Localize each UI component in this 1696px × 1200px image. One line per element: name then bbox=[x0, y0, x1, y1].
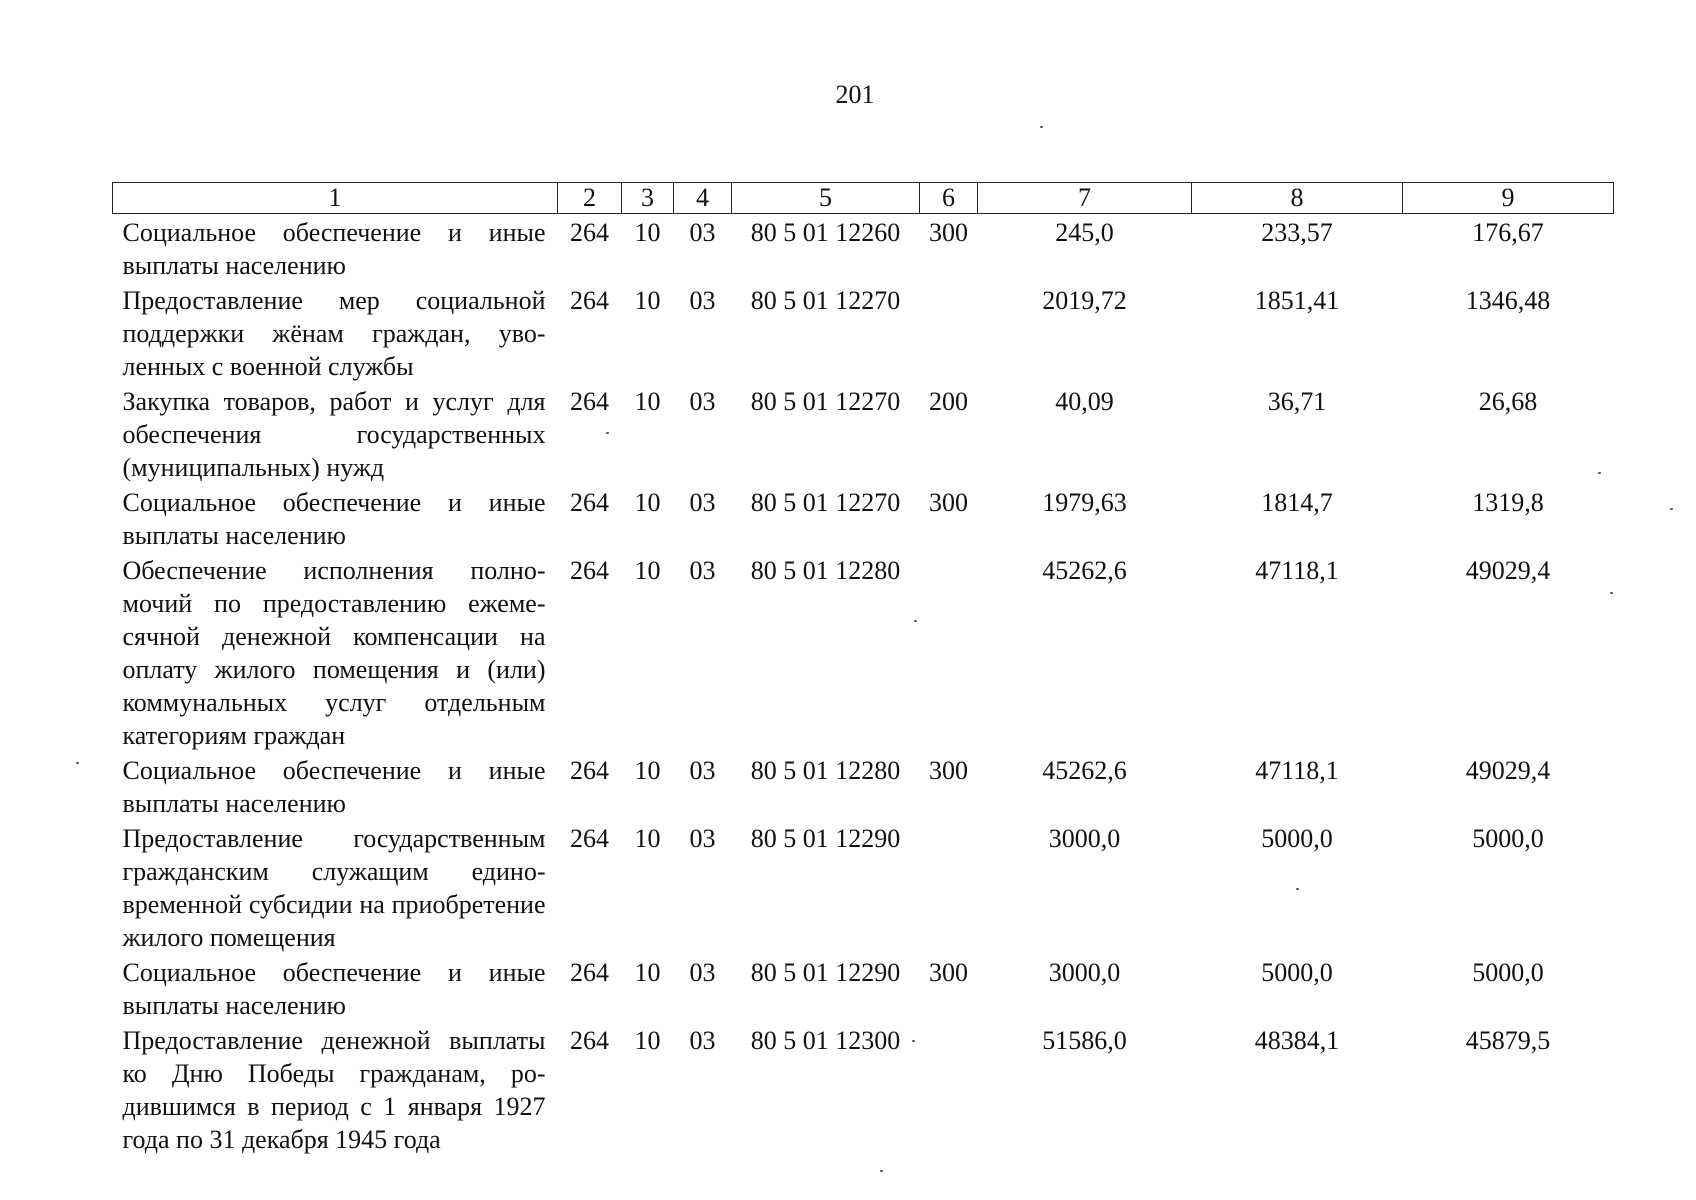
row-col-6: 200 bbox=[929, 387, 968, 416]
row-col-7: 245,0 bbox=[1055, 218, 1114, 247]
row-col-4: 03 bbox=[689, 218, 716, 247]
row-col-4: 03 bbox=[689, 488, 716, 517]
row-col-5: 80 5 01 12270 bbox=[750, 387, 901, 416]
row-col-4: 03 bbox=[689, 556, 716, 585]
row-col-4: 03 bbox=[689, 824, 716, 853]
row-col-3: 10 bbox=[634, 488, 661, 517]
row-col-5: 80 5 01 12300 bbox=[750, 1026, 901, 1055]
row-col-8: 47118,1 bbox=[1255, 556, 1339, 585]
row-col-5: 80 5 01 12280 bbox=[750, 556, 901, 585]
table-row bbox=[113, 552, 1614, 752]
row-col-6: 300 bbox=[929, 756, 968, 785]
row-col-5: 80 5 01 12290 bbox=[750, 824, 901, 853]
row-col-2: 264 bbox=[570, 218, 609, 247]
header-col-3: 3 bbox=[622, 183, 674, 214]
row-col-2: 264 bbox=[570, 958, 609, 987]
row-col-7: 45262,6 bbox=[1042, 756, 1127, 785]
scan-speck bbox=[1610, 592, 1613, 594]
row-col-3: 10 bbox=[634, 387, 661, 416]
table-row bbox=[113, 1022, 1614, 1156]
row-col-3: 10 bbox=[634, 958, 661, 987]
row-col-6: 300 bbox=[929, 958, 968, 987]
row-col-5: 80 5 01 12270 bbox=[750, 286, 901, 315]
row-col-2: 264 bbox=[570, 556, 609, 585]
row-col-4: 03 bbox=[689, 958, 716, 987]
row-col-5: 80 5 01 12280 bbox=[750, 756, 901, 785]
row-col-2: 264 bbox=[570, 286, 609, 315]
row-col-3: 10 bbox=[634, 286, 661, 315]
row-col-4: 03 bbox=[689, 1026, 716, 1055]
row-col-6: 300 bbox=[929, 218, 968, 247]
row-col-4: 03 bbox=[689, 286, 716, 315]
row-name: Предоставление денежной выплаты ко Дню Победы гражданам, родившимся в период с 1 января 1927 года по 31 декабря 1945 года bbox=[122, 1026, 546, 1154]
row-col-3: 10 bbox=[634, 1026, 661, 1055]
row-col-9: 1319,8 bbox=[1472, 488, 1544, 517]
row-col-9: 45879,5 bbox=[1465, 1026, 1551, 1055]
row-col-9: 49029,4 bbox=[1465, 556, 1551, 585]
scan-speck bbox=[1296, 888, 1299, 890]
header-col-9: 9 bbox=[1403, 183, 1614, 214]
scan-speck bbox=[1670, 508, 1673, 510]
row-col-8: 5000,0 bbox=[1261, 824, 1333, 853]
header-col-4: 4 bbox=[674, 183, 732, 214]
row-col-5: 80 5 01 12290 bbox=[750, 958, 901, 987]
header-col-8: 8 bbox=[1192, 183, 1403, 214]
row-col-3: 10 bbox=[634, 824, 661, 853]
row-col-8: 1814,7 bbox=[1261, 488, 1333, 517]
row-name: Закупка товаров, работ и услуг для обеспечения государственных (муниципальных) нужд bbox=[122, 387, 546, 482]
table-row bbox=[113, 383, 1614, 484]
scan-speck bbox=[76, 762, 79, 764]
row-col-9: 5000,0 bbox=[1472, 958, 1544, 987]
table-row bbox=[113, 214, 1614, 283]
row-name: Социальное обеспечение и иные выплаты населению bbox=[122, 488, 546, 550]
header-col-2: 2 bbox=[558, 183, 622, 214]
header-col-6: 6 bbox=[920, 183, 978, 214]
table-row bbox=[113, 282, 1614, 383]
row-col-9: 1346,48 bbox=[1465, 286, 1551, 315]
row-col-9: 176,67 bbox=[1472, 218, 1544, 247]
header-col-7: 7 bbox=[978, 183, 1192, 214]
budget-table bbox=[112, 182, 1614, 1156]
table-row bbox=[113, 954, 1614, 1022]
row-col-8: 36,71 bbox=[1267, 387, 1327, 416]
row-col-9: 5000,0 bbox=[1472, 824, 1544, 853]
row-col-3: 10 bbox=[634, 218, 661, 247]
row-col-6 bbox=[920, 1022, 978, 1156]
row-col-7: 40,09 bbox=[1055, 387, 1114, 416]
row-name: Предоставление государственным гражданским служащим единовременной субсидии на приобретение жилого помещения bbox=[122, 824, 546, 952]
row-col-8: 47118,1 bbox=[1255, 756, 1339, 785]
scan-speck bbox=[606, 432, 609, 434]
row-col-3: 10 bbox=[634, 756, 661, 785]
row-col-4: 03 bbox=[689, 756, 716, 785]
page-number: 201 bbox=[835, 80, 875, 109]
row-col-5: 80 5 01 12260 bbox=[750, 218, 901, 247]
row-col-6: 300 bbox=[929, 488, 968, 517]
row-col-6 bbox=[920, 552, 978, 752]
table-row bbox=[113, 752, 1614, 820]
row-col-8: 1851,41 bbox=[1254, 286, 1340, 315]
row-name: Обеспечение исполнения полномочий по предоставлению ежемесячной денежной компенсации на оплату жилого помещения и (или) коммунальных услуг отдельным категориям граждан bbox=[122, 556, 546, 750]
row-col-6 bbox=[920, 820, 978, 954]
row-name: Предоставление мер социальной поддержки жёнам граждан, уволенных с военной службы bbox=[122, 286, 546, 381]
header-col-5: 5 bbox=[732, 183, 920, 214]
row-col-2: 264 bbox=[570, 488, 609, 517]
row-name: Социальное обеспечение и иные выплаты населению bbox=[122, 218, 546, 280]
row-col-9: 26,68 bbox=[1478, 387, 1538, 416]
header-row bbox=[113, 183, 1614, 214]
scan-speck bbox=[914, 620, 917, 622]
table-row bbox=[113, 820, 1614, 954]
row-col-5: 80 5 01 12270 bbox=[750, 488, 901, 517]
row-col-6 bbox=[920, 282, 978, 383]
row-col-7: 1979,63 bbox=[1042, 488, 1127, 517]
row-col-7: 45262,6 bbox=[1042, 556, 1127, 585]
row-col-4: 03 bbox=[689, 387, 716, 416]
row-col-2: 264 bbox=[570, 1026, 609, 1055]
scan-speck bbox=[1040, 126, 1043, 128]
row-col-7: 3000,0 bbox=[1048, 824, 1121, 853]
scan-speck bbox=[1598, 472, 1601, 474]
row-col-7: 3000,0 bbox=[1048, 958, 1121, 987]
row-col-8: 5000,0 bbox=[1261, 958, 1333, 987]
row-name: Социальное обеспечение и иные выплаты населению bbox=[122, 958, 546, 1020]
row-col-3: 10 bbox=[634, 556, 661, 585]
scan-speck bbox=[880, 1170, 883, 1172]
header-col-1: 1 bbox=[113, 183, 558, 214]
row-col-7: 51586,0 bbox=[1042, 1026, 1127, 1055]
scan-speck bbox=[912, 1040, 915, 1042]
row-col-8: 48384,1 bbox=[1254, 1026, 1340, 1055]
row-col-2: 264 bbox=[570, 756, 609, 785]
row-col-2: 264 bbox=[570, 824, 609, 853]
row-col-2: 264 bbox=[570, 387, 609, 416]
row-name: Социальное обеспечение и иные выплаты населению bbox=[122, 756, 546, 818]
row-col-9: 49029,4 bbox=[1465, 756, 1551, 785]
row-col-8: 233,57 bbox=[1261, 218, 1333, 247]
row-col-7: 2019,72 bbox=[1042, 286, 1127, 315]
table-row bbox=[113, 484, 1614, 552]
